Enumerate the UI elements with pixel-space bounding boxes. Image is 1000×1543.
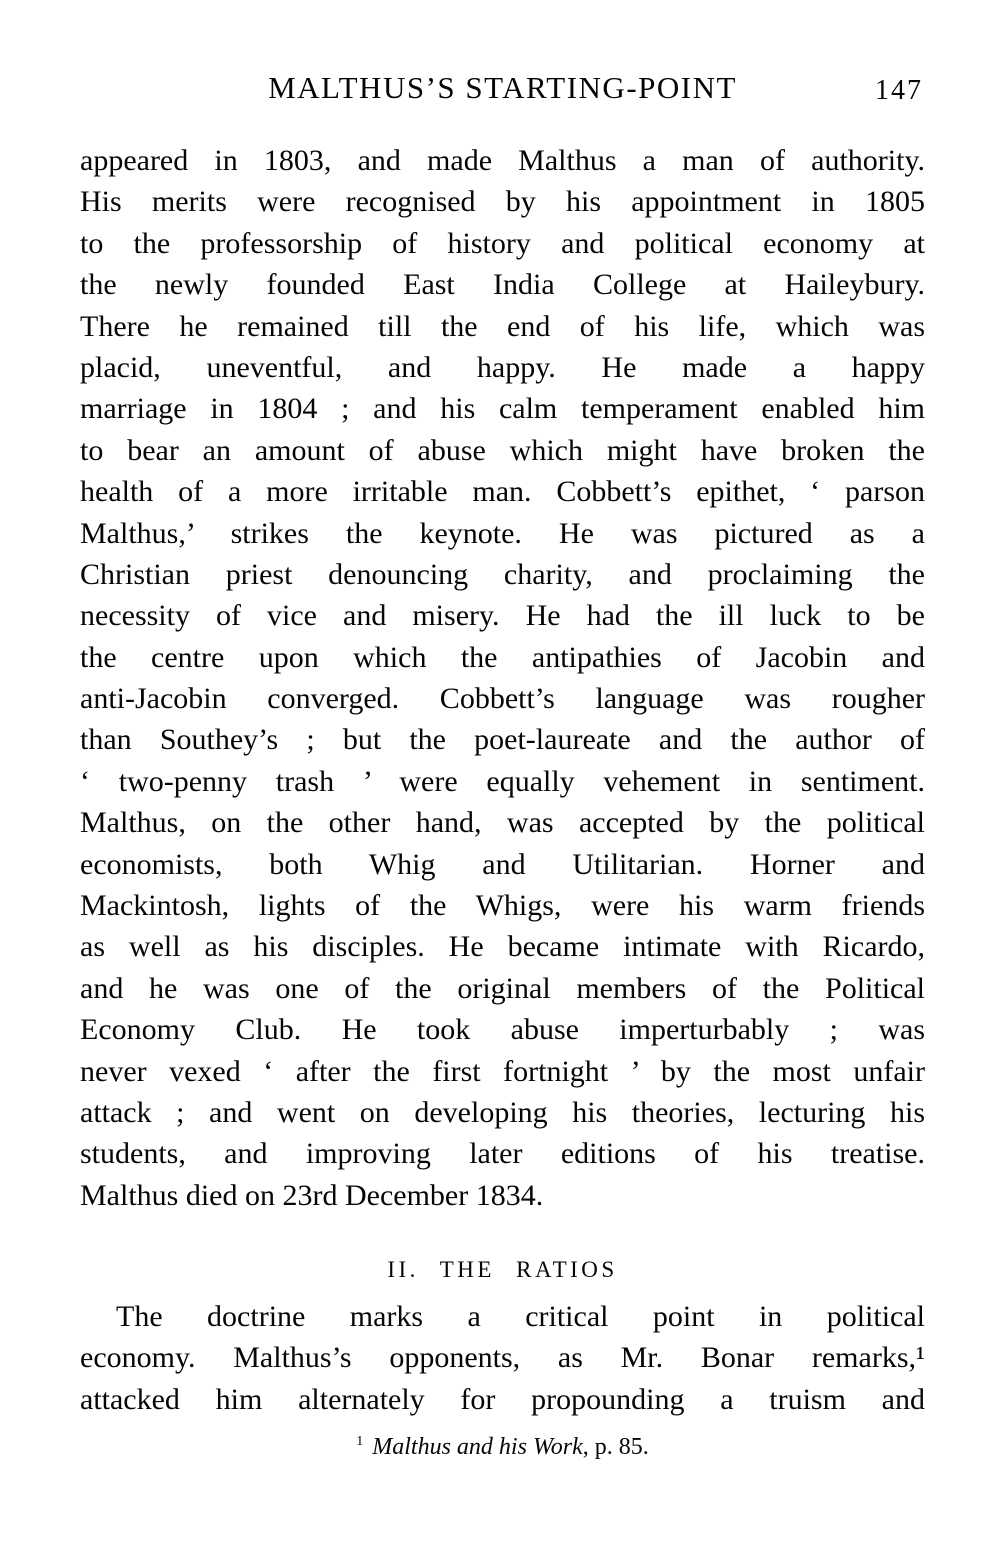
- section-heading: II. THE RATIOS: [387, 1257, 618, 1282]
- text-line: health of a more irritable man. Cobbett’s epithet, ‘ parson: [80, 475, 925, 509]
- text-line: and he was one of the original members of the Political: [80, 971, 925, 1005]
- page-header: [80, 70, 925, 110]
- text-line: ‘ two-penny trash ’ were equally vehement in sentiment.: [80, 764, 925, 798]
- paragraph-2: [80, 1296, 925, 1420]
- footnote-marker: 1: [356, 1434, 364, 1449]
- text-line: anti-Jacobin converged. Cobbett’s language was rougher: [80, 682, 925, 716]
- footnote: [80, 1434, 925, 1461]
- page-number: 147: [875, 75, 923, 106]
- text-line: economy. Malthus’s opponents, as Mr. Bonar remarks,¹: [80, 1341, 925, 1375]
- text-line: to the professorship of history and political economy at: [80, 226, 925, 260]
- text-line: than Southey’s ; but the poet-laureate and the author of: [80, 723, 925, 757]
- text-line: never vexed ‘ after the first fortnight ’ by the most unfair: [80, 1054, 925, 1088]
- text-line: marriage in 1804 ; and his calm temperament enabled him: [80, 392, 925, 426]
- text-line: economists, both Whig and Utilitarian. Horner and: [80, 847, 925, 881]
- text-line: Malthus,’ strikes the keynote. He was pictured as a: [80, 516, 925, 550]
- text-line: appeared in 1803, and made Malthus a man of authority.: [80, 144, 925, 177]
- text-line: placid, uneventful, and happy. He made a happy: [80, 350, 925, 384]
- text-line: the newly founded East India College at Haileybury.: [80, 268, 925, 302]
- text-line: attack ; and went on developing his theories, lecturing his: [80, 1095, 925, 1129]
- text-line: necessity of vice and misery. He had the ill luck to be: [80, 599, 925, 633]
- paragraph-1: [80, 140, 925, 1216]
- text-line: Mackintosh, lights of the Whigs, were his warm friends: [80, 889, 925, 923]
- running-title: MALTHUS’S STARTING-POINT: [268, 70, 737, 105]
- text-line: to bear an amount of abuse which might have broken the: [80, 433, 925, 467]
- text-line: attacked him alternately for propounding a truism and: [80, 1382, 925, 1416]
- text-line: The doctrine marks a critical point in political: [116, 1300, 925, 1333]
- text-line: students, and improving later editions of his treatise.: [80, 1137, 925, 1171]
- text-line: There he remained till the end of his life, which was: [80, 309, 925, 343]
- text-line: the centre upon which the antipathies of Jacobin and: [80, 640, 925, 674]
- footnote-page-ref: , p. 85.: [582, 1434, 649, 1460]
- text-line: Christian priest denouncing charity, and proclaiming the: [80, 557, 925, 591]
- text-line: Malthus, on the other hand, was accepted by the political: [80, 806, 925, 840]
- footnote-book-title: Malthus and his Work: [372, 1434, 583, 1460]
- text-line: Economy Club. He took abuse imperturbably ; was: [80, 1013, 925, 1047]
- text-line: Malthus died on 23rd December 1834.: [80, 1178, 544, 1212]
- text-line: His merits were recognised by his appointment in 1805: [80, 185, 925, 219]
- text-line: as well as his disciples. He became intimate with Ricardo,: [80, 930, 925, 964]
